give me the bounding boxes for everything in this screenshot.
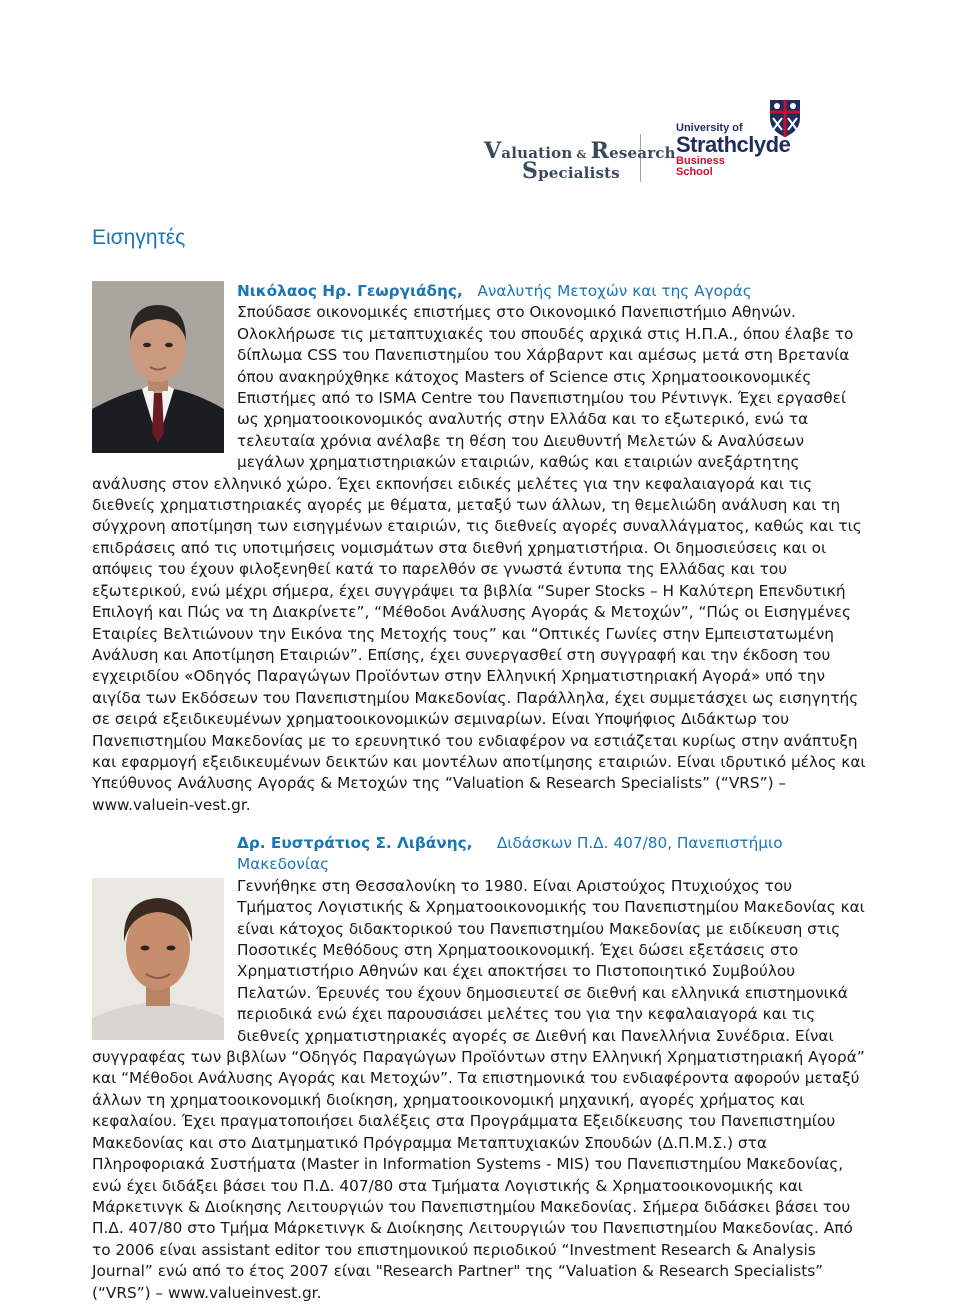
speaker-name: Δρ. Ευστράτιος Σ. Λιβάνης, [237,834,473,852]
speaker-livanis [92,833,868,1304]
header-logos [480,96,820,188]
speaker-georgiadis [92,281,868,816]
page-title: Εισηγητές [92,226,186,249]
vrs-logo: Valuation & Research Specialists [480,134,641,182]
speaker-role: Διδάσκων Π.Δ. 407/80, Πανεπιστήμιο Μακεδονίας [237,834,783,874]
portrait-photo [92,878,224,1040]
speaker-bio: Γεννήθηκε στη Θεσσαλονίκη το 1980. Είναι Αριστούχος Πτυχιούχος του Τμήματος Λογιστικής & Χρηματοοικονομικής του Πανεπιστημίου Μακεδονίας και είναι κάτοχος διδακτορικού του Πανεπιστημίου Μακεδονίας με ειδίκευση στις Ποσοτικές Μεθόδους στη Χρηματοοικονομική. Έχει δώσει εξετάσεις στο Χρηματιστήριο Αθηνών και έχει αποκτήσει το Πιστοποιητικό Συμβούλου Πελατών. Έρευνές του έχουν δημοσιευτεί σε διεθνή και ελληνικά επιστημονικά περιοδικά ενώ έχει παρουσιάσει μελέτες του για την κεφαλαιαγορά και τις διεθνείς χρηματιστηριακές αγορές σε Διεθνή και Πανελλήνια Συνέδρια. Είναι συγγραφέας των βιβλίων “Οδηγός Παραγώγων Προϊόντων στην Ελληνική Χρηματιστηριακή Αγορά” και “Μέθοδοι Ανάλυσης Αγοράς και Μετοχών”. Τα επιστημονικά του ενδιαφέροντα αφορούν μεταξύ άλλων τη χρηματοοικονομική διοίκηση, χρηματοοικονομική μηχανική, αγορές χρήματος και κεφαλαίου. Έχει πραγματοποιήσει διαλέξεις στα Προγράμματα Εξειδίκευσης του Πανεπιστημίου Μακεδονίας και στο Διατμηματικό Πρόγραμμα Μεταπτυχιακών Σπουδών (Δ.Π.Μ.Σ.) στα Πληροφοριακά Συστήματα (Master in Information Systems - MIS) του Πανεπιστημίου Μακεδονίας, ενώ έχει διδάξει βάσει του Π.Δ. 407/80 στα Τμήματα Λογιστικής & Χρηματοοικονομικής και Μάρκετινγκ & Διοίκησης Λειτουργιών του Πανεπιστημίου Μακεδονίας. Σήμερα διδάσκει βάσει του Π.Δ. 407/80 στο Τμήμα Μάρκετινγκ & Διοίκησης Λειτουργιών του Πανεπιστημίου Μακεδονίας. Από το 2006 είναι assistant editor του επιστημονικού περιοδικού “Investment Research & Analysis Journal” ενώ από το έτος 2007 είναι "Research Partner" της “Valuation & Research Specialists” (“VRS”) – www.valueinvest.gr. [92,876,865,1302]
speaker-name: Νικόλαος Ηρ. Γεωργιάδης, [237,282,463,300]
speaker-bio: Σπούδασε οικονομικές επιστήμες στο Οικονομικό Πανεπιστήμιο Αθηνών. Ολοκλήρωσε τις μεταπτυχιακές του σπουδές αρχικά στις Η.Π.Α., όπου έλαβε το δίπλωμα CSS του Πανεπιστημίου του Χάρβαρντ και αμέσως μετά στη Βρετανία όπου ανακηρύχθηκε κάτοχος Masters of Science στις Χρηματοοικονομικές Επιστήμες από το ISMA Centre του Πανεπιστημίου του Ρέντινγκ. Έχει εργασθεί ως χρηματοοικονομικός αναλυτής στην Ελλάδα και το εξωτερικό, ενώ τα τελευταία χρόνια ανέλαβε τη θέση του Διευθυντή Μελετών & Αναλύσεων μεγάλων χρηματιστηριακών εταιριών, καθώς και εταιριών ανεξάρτητης ανάλυσης στον ελληνικό χώρο. Έχει εκπονήσει ειδικές μελέτες για την κεφαλαιαγορά και τις διεθνείς χρηματιστηριακές αγορές με θέματα, μεταξύ των άλλων, τη θεμελιώδη ανάλυση και τη σύγχρονη αποτίμηση των εισηγμένων εταιριών, τις διεθνείς αγορές συναλλάγματος, καθώς και τις επιδράσεις από τις υποτιμήσεις νομισμάτων στα διεθνή χρηματιστήρια. Οι δημοσιεύσεις και οι απόψεις του έχουν φιλοξενηθεί κατά το παρελθόν σε γνωστά έντυπα της Ελλάδας και του εξωτερικού, ενώ μέχρι σήμερα, έχει συγγράψει τα βιβλία “Super Stocks – Η Καλύτερη Επενδυτική Επιλογή και Πώς να τη Διακρίνετε”, “Μέθοδοι Ανάλυσης Αγοράς & Μετοχών”, “Πώς οι Εισηγμένες Εταιρίες Βελτιώνουν την Εικόνα της Μετοχής τους” και “Οπτικές Γωνίες στην Εμπειστατωμένη Ανάλυση και Αποτίμηση Εταιριών”. Επίσης, έχει συνεργασθεί στη συγγραφή και την έκδοση του εγχειριδίου «Οδηγός Παραγώγων Προϊόντων στην Ελληνική Χρηματιστηριακή Αγορά» υπό την αιγίδα των Εκδόσεων του Πανεπιστημίου Μακεδονίας. Παράλληλα, έχει συμμετάσχει ως εισηγητής σε σειρά εξειδικευμένων χρηματοοικονομικών σεμιναρίων. Είναι Υποψήφιος Διδάκτωρ του Πανεπιστημίου Μακεδονίας με το ερευνητικό του ενδιαφέρον να εστιάζεται κυρίως στην ανάπτυξη και εφαρμογή εξειδικευμένων δεικτών και μοντέλων αποτίμησης εταιριών. Είναι ιδρυτικό μέλος και Υπεύθυνος Ανάλυσης Αγοράς & Μετοχών της “Valuation & Research Specialists” (“VRS”) – www.valuein-vest.gr. [92,303,866,814]
speaker-role: Αναλυτής Μετοχών και της Αγοράς [477,282,752,300]
strathclyde-logo: University of Strathclyde Business School [676,96,826,188]
portrait-photo [92,281,224,453]
